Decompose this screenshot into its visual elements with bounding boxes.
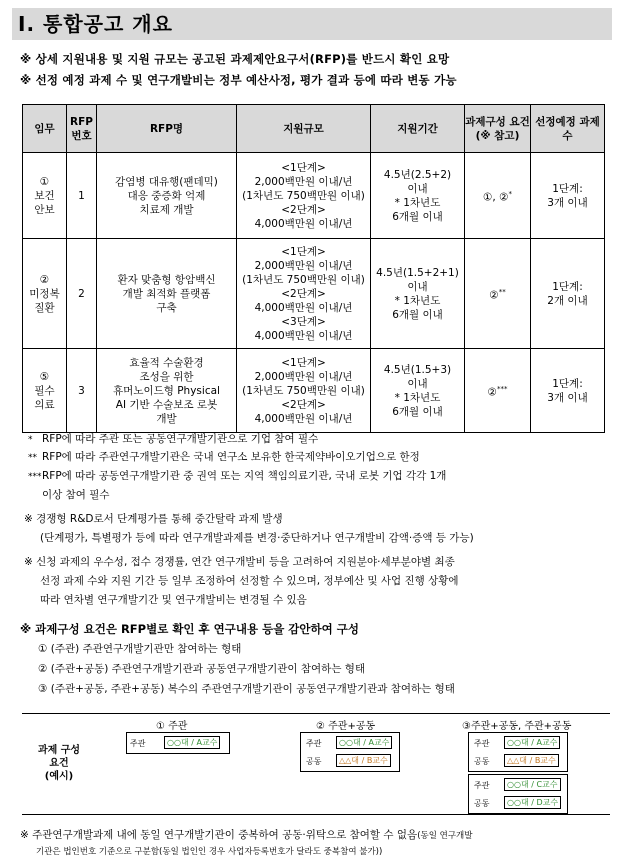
- cell-requirement: ①, ②*: [465, 153, 531, 239]
- cell-rfp-no: 2: [67, 239, 97, 349]
- joint-label: 공동: [474, 799, 490, 808]
- table-row: [23, 153, 605, 239]
- footnote-2: ** RFP에 따라 주관연구개발기관은 국내 연구소 보유한 한국제약바이오기업으로 한정: [28, 451, 420, 463]
- cell-requirement: ②***: [465, 349, 531, 433]
- diagram-col3-title: ③주관+공동, 주관+공동: [462, 721, 572, 732]
- cell-mission: ② 미정복 질환: [23, 239, 67, 349]
- cell-rfp-name: 환자 맞춤형 항암백신 개발 최적화 플랫폼 구축: [97, 239, 237, 349]
- table-header-row: [23, 105, 605, 153]
- section-title: Ⅰ. 통합공고 개요: [12, 8, 612, 40]
- composition-diagram: [22, 713, 610, 815]
- cell-requirement: ②**: [465, 239, 531, 349]
- paragraph-adjustment: ※ 신청 과제의 우수성, 접수 경쟁률, 연간 연구개발비 등을 고려하여 지원분야·세부분야별 최종 선정 과제 수와 지원 기간 등 일부 조정하여 선정할 수 있으며, 정부예산 및 사업 진행 상황에 따라 연차별 연구개발기간 및 연구개발비는 변경될 수 있음: [24, 556, 459, 606]
- header-scale: 지원규모: [237, 105, 371, 153]
- header-count: 선정예정 과제 수: [531, 105, 605, 153]
- header-period: 지원기간: [371, 105, 465, 153]
- footnote-1: * RFP에 따라 주관 또는 공동연구개발기관으로 기업 참여 필수: [28, 433, 319, 445]
- header-rfp-no: RFP 번호: [67, 105, 97, 153]
- final-note: ※ 주관연구개발과제 내에 동일 연구개발기관이 중복하여 공동·위탁으로 참여할 수 없음(동일 연구개발 기관은 법인번호 기준으로 구분함(동일 법인인 경우 사업자등록번호가 달라도 중복참여 불가)): [20, 829, 473, 857]
- joint-label: 공동: [306, 757, 322, 766]
- composition-heading: ※ 과제구성 요건은 RFP별로 확인 후 연구내용 등을 감안하여 구성: [20, 622, 359, 636]
- cell-scale: <1단계> 2,000백만원 이내/년 (1차년도 750백만원 이내) <2단계> 4,000백만원 이내/년 <3단계> 4,000백만원 이내/년: [237, 239, 371, 349]
- footnote-3-cont: 이상 참여 필수: [42, 489, 110, 501]
- header-mission: 임무: [23, 105, 67, 153]
- tag-joint-b: △△대 / B교수: [336, 754, 391, 767]
- diagram-col2-title: ② 주관+공동: [316, 721, 376, 732]
- diagram-col1-title: ① 주관: [156, 721, 188, 732]
- cell-mission: ① 보건 안보: [23, 153, 67, 239]
- cell-scale: <1단계> 2,000백만원 이내/년 (1차년도 750백만원 이내) <2단계> 4,000백만원 이내/년: [237, 349, 371, 433]
- joint-label: 공동: [474, 757, 490, 766]
- cell-period: 4.5년(1.5+3) 이내 * 1차년도 6개월 이내: [371, 349, 465, 433]
- cell-count: 1단계: 3개 이내: [531, 153, 605, 239]
- announcement-table: [22, 104, 605, 433]
- lead-label: 주관: [130, 739, 146, 748]
- tag-lead-a: ○○대 / A교수: [504, 736, 560, 749]
- diagram-label: 과제 구성 요건 (예시): [37, 745, 81, 782]
- header-requirement: 과제구성 요건 (※ 참고): [465, 105, 531, 153]
- cell-rfp-no: 1: [67, 153, 97, 239]
- tag-lead-a: ○○대 / A교수: [336, 736, 392, 749]
- tag-lead-c: ○○대 / C교수: [504, 778, 561, 791]
- cell-mission: ⑤ 필수 의료: [23, 349, 67, 433]
- cell-rfp-name: 감염병 대유행(팬데믹) 대응 중증화 억제 치료제 개발: [97, 153, 237, 239]
- lead-label: 주관: [474, 781, 490, 790]
- composition-item-2: ② (주관+공동) 주관연구개발기관과 공동연구개발기관이 참여하는 형태: [38, 663, 366, 675]
- tag-joint-b: △△대 / B교수: [504, 754, 559, 767]
- cell-scale: <1단계> 2,000백만원 이내/년 (1차년도 750백만원 이내) <2단계> 4,000백만원 이내/년: [237, 153, 371, 239]
- footnote-3: ***RFP에 따라 공동연구개발기관 중 권역 또는 지역 책임의료기관, 국내 로봇 기업 각각 1개: [28, 470, 447, 482]
- composition-item-1: ① (주관) 주관연구개발기관만 참여하는 형태: [38, 643, 242, 655]
- notice-rfp: ※ 상세 지원내용 및 지원 규모는 공고된 과제제안요구서(RFP)를 반드시 확인 요망: [20, 52, 450, 66]
- lead-label: 주관: [306, 739, 322, 748]
- paragraph-competitive: ※ 경쟁형 R&D로서 단계평가를 통해 중간탈락 과제 발생 (단계평가, 특별평가 등에 따라 연구개발과제를 변경·중단하거나 연구개발비 감액·증액 등 가능): [24, 513, 474, 544]
- table-row: [23, 239, 605, 349]
- lead-label: 주관: [474, 739, 490, 748]
- cell-rfp-no: 3: [67, 349, 97, 433]
- tag-lead-a: ○○대 / A교수: [164, 736, 220, 749]
- notice-budget: ※ 선정 예정 과제 수 및 연구개발비는 정부 예산사정, 평가 결과 등에 따라 변동 가능: [20, 73, 457, 87]
- cell-rfp-name: 효율적 수술환경 조성을 위한 휴머노이드형 Physical AI 기반 수술보조 로봇 개발: [97, 349, 237, 433]
- cell-period: 4.5년(1.5+2+1) 이내 * 1차년도 6개월 이내: [371, 239, 465, 349]
- table-row: [23, 349, 605, 433]
- composition-item-3: ③ (주관+공동, 주관+공동) 복수의 주관연구개발기관이 공동연구개발기관과 참여하는 형태: [38, 683, 455, 695]
- cell-count: 1단계: 3개 이내: [531, 349, 605, 433]
- tag-joint-d: ○○대 / D교수: [504, 796, 561, 809]
- cell-count: 1단계: 2개 이내: [531, 239, 605, 349]
- cell-period: 4.5년(2.5+2) 이내 * 1차년도 6개월 이내: [371, 153, 465, 239]
- header-rfp-name: RFP명: [97, 105, 237, 153]
